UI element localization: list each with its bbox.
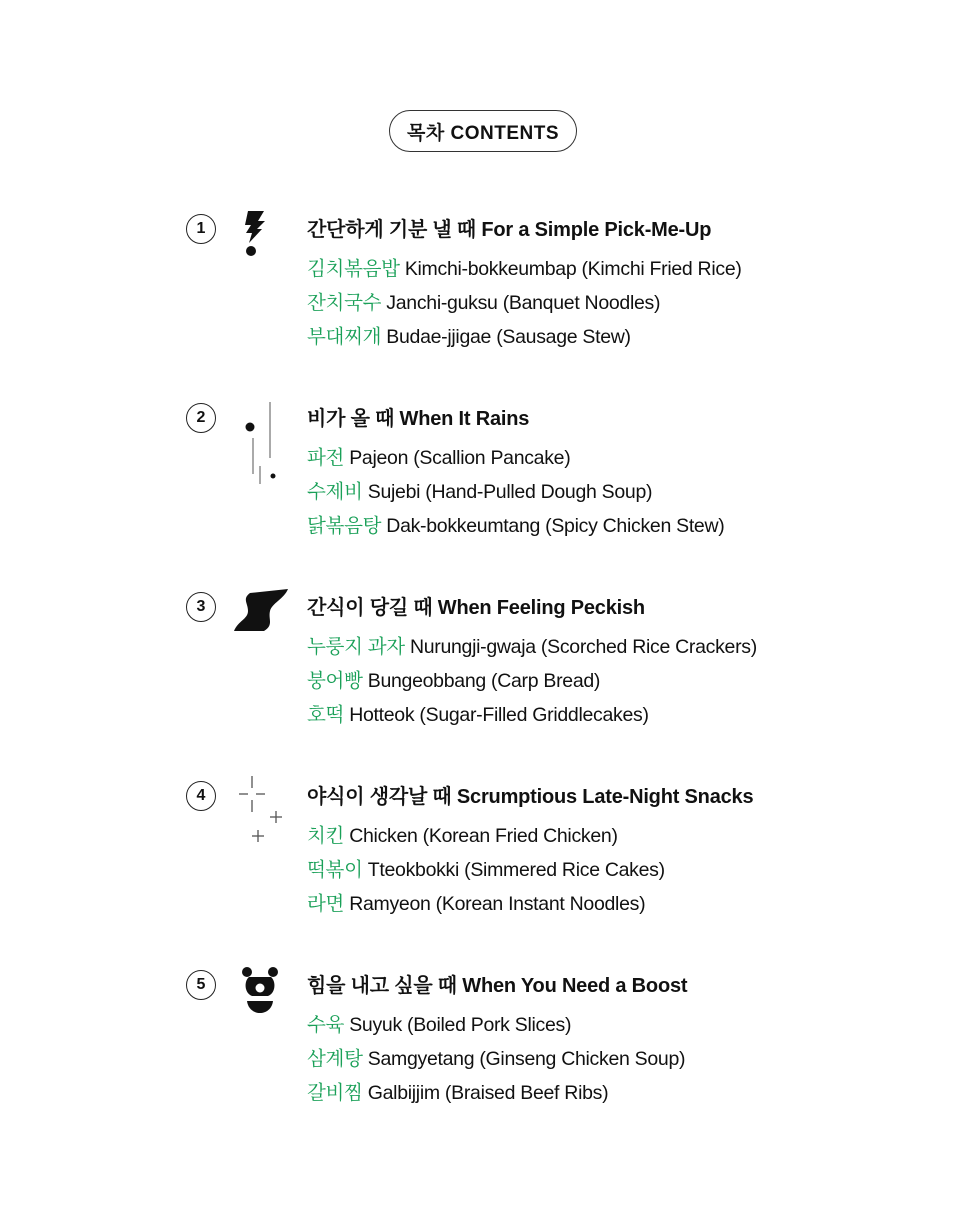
menu-item-korean: 김치볶음밥 xyxy=(307,258,400,280)
menu-item xyxy=(307,820,618,848)
menu-item-korean: 치킨 xyxy=(307,825,345,847)
section-number: 5 xyxy=(186,970,216,1000)
menu-item-korean: 수육 xyxy=(307,1014,345,1036)
menu-item-korean: 떡볶이 xyxy=(307,859,363,881)
menu-item-korean: 라면 xyxy=(307,893,345,915)
menu-item-korean: 잔치국수 xyxy=(307,292,382,314)
menu-item-korean: 호떡 xyxy=(307,704,345,726)
menu-item-english: Hotteok (Sugar-Filled Griddlecakes) xyxy=(349,704,649,726)
menu-item-english: Chicken (Korean Fried Chicken) xyxy=(349,825,618,847)
toc-section-5 xyxy=(0,963,971,1113)
menu-item-english: Suyuk (Boiled Pork Slices) xyxy=(349,1014,572,1036)
section-title: 야식이 생각날 때 Scrumptious Late-Night Snacks xyxy=(307,786,754,808)
menu-item xyxy=(307,1077,608,1105)
toc-section-2 xyxy=(0,396,971,546)
menu-item xyxy=(307,510,724,538)
menu-item-english: Dak-bokkeumtang (Spicy Chicken Stew) xyxy=(386,515,725,537)
section-number: 2 xyxy=(186,403,216,433)
menu-item xyxy=(307,442,570,470)
menu-item-english: Samgyetang (Ginseng Chicken Soup) xyxy=(367,1048,686,1070)
menu-item-korean: 붕어빵 xyxy=(307,670,363,692)
contents-header xyxy=(389,110,577,152)
menu-item-english: Pajeon (Scallion Pancake) xyxy=(349,447,571,469)
menu-item-english: Budae-jjigae (Sausage Stew) xyxy=(386,326,631,348)
menu-item xyxy=(307,1043,685,1071)
menu-item xyxy=(307,321,631,349)
menu-item-korean: 갈비찜 xyxy=(307,1082,363,1104)
menu-item-english: Sujebi (Hand-Pulled Dough Soup) xyxy=(367,481,653,503)
menu-item-korean: 부대찌개 xyxy=(307,326,382,348)
menu-item-korean: 수제비 xyxy=(307,481,363,503)
toc-section-4 xyxy=(0,774,971,924)
menu-item xyxy=(307,287,660,315)
sparkle-stars-icon xyxy=(232,774,292,854)
lightning-icon xyxy=(232,207,292,287)
menu-item-korean: 삼계탕 xyxy=(307,1048,363,1070)
section-title: 비가 올 때 When It Rains xyxy=(307,408,530,430)
menu-item-english: Ramyeon (Korean Instant Noodles) xyxy=(349,893,646,915)
menu-item-english: Tteokbokki (Simmered Rice Cakes) xyxy=(367,859,665,881)
section-title: 간식이 당길 때 When Feeling Peckish xyxy=(307,597,645,619)
menu-item-english: Kimchi-bokkeumbap (Kimchi Fried Rice) xyxy=(404,258,742,280)
strong-face-icon xyxy=(232,963,292,1043)
menu-item xyxy=(307,253,742,281)
toc-section-3 xyxy=(0,585,971,735)
menu-item-english: Janchi-guksu (Banquet Noodles) xyxy=(386,292,661,314)
snack-wave-icon xyxy=(232,585,292,665)
menu-item xyxy=(307,631,757,659)
menu-item-korean: 누룽지 과자 xyxy=(307,636,405,658)
section-number: 1 xyxy=(186,214,216,244)
section-title: 간단하게 기분 낼 때 For a Simple Pick-Me-Up xyxy=(307,219,712,241)
toc-section-1 xyxy=(0,207,971,357)
menu-item xyxy=(307,888,645,916)
section-number: 3 xyxy=(186,592,216,622)
menu-item xyxy=(307,854,665,882)
menu-item-english: Galbijjim (Braised Beef Ribs) xyxy=(367,1082,609,1104)
contents-header-label: 목차 CONTENTS xyxy=(407,122,559,144)
menu-item-english: Bungeobbang (Carp Bread) xyxy=(367,670,601,692)
menu-item xyxy=(307,1009,571,1037)
section-title: 힘을 내고 싶을 때 When You Need a Boost xyxy=(307,975,688,997)
menu-item xyxy=(307,699,649,727)
section-number: 4 xyxy=(186,781,216,811)
menu-item-english: Nurungji-gwaja (Scorched Rice Crackers) xyxy=(409,636,757,658)
menu-item-korean: 파전 xyxy=(307,447,345,469)
menu-item xyxy=(307,476,652,504)
rain-icon xyxy=(232,398,292,478)
menu-item xyxy=(307,665,600,693)
menu-item-korean: 닭볶음탕 xyxy=(307,515,382,537)
